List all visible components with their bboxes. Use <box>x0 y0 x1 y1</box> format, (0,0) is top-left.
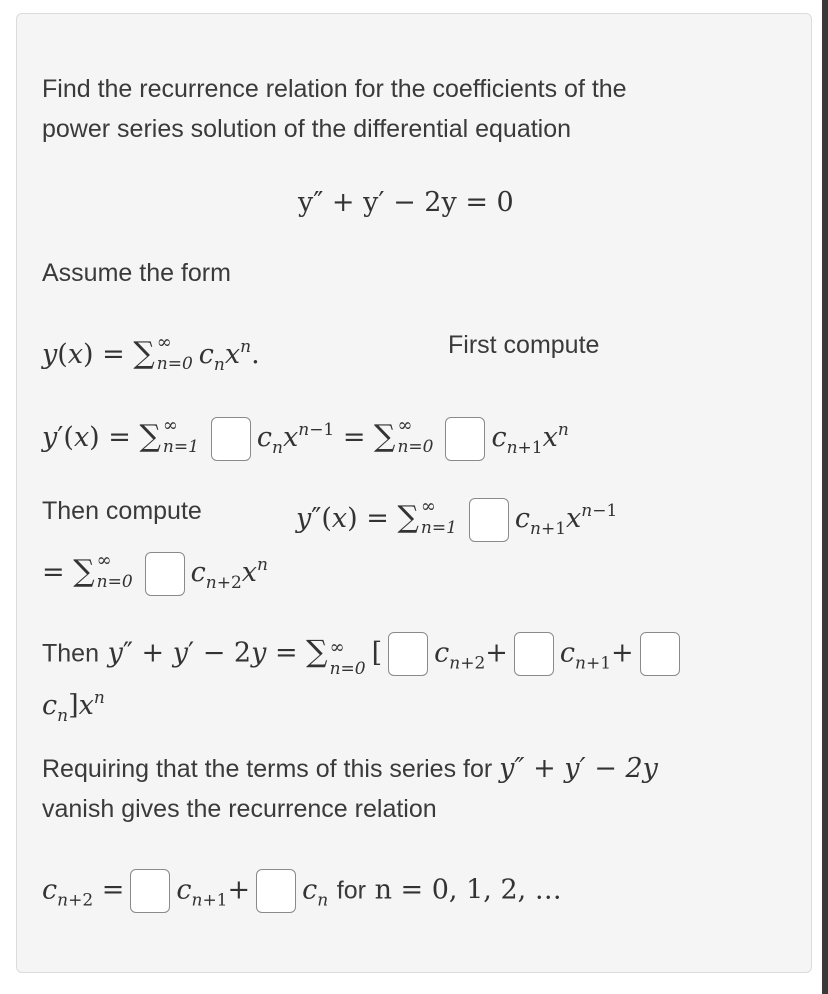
differential-equation: y″ + y′ − 2y = 0 <box>298 187 514 218</box>
first-compute-label: First compute <box>448 331 600 359</box>
assumed-form: y(x) = ∑ ∞ n=0 $c_nx^n$. <box>42 332 260 375</box>
assume-label: Assume the form <box>42 259 231 287</box>
requiring-line-2: vanish gives the recurrence relation <box>42 795 437 823</box>
yprime-box-2[interactable] <box>445 417 485 461</box>
combined-series: Then y″ + y′ − 2y = ∑ ∞ n=0 [ $c_{n+2}+ c_{n+1}+$ <box>42 632 686 684</box>
ydoubleprime-box-2[interactable] <box>145 552 185 596</box>
intro-line-1: Find the recurrence relation for the coefficients of the <box>42 75 627 103</box>
combined-box-1[interactable] <box>388 632 428 676</box>
then-compute-label: Then compute <box>42 497 202 525</box>
yprime-box-1[interactable] <box>211 417 251 461</box>
window-edge <box>822 0 828 994</box>
recurrence-box-2[interactable] <box>256 869 296 913</box>
combined-box-3[interactable] <box>640 632 680 676</box>
second-derivative-shifted: = ∑ ∞ n=0 $c_{n+2}x^n$ <box>42 545 268 603</box>
ydoubleprime-box-1[interactable] <box>469 498 509 542</box>
combined-box-2[interactable] <box>514 632 554 676</box>
intro-line-2: power series solution of the differential equation <box>42 115 572 143</box>
recurrence-relation: $c_{n+2} = c_{n+1}+ c_n$ for n = 0, 1, 2, … <box>42 869 562 921</box>
requiring-line-1: Requiring that the terms of this series for y″ + y′ − 2y <box>42 753 658 784</box>
first-derivative: y′(x) = ∑ ∞ n=1 $c_nx^{n-1}$ = ∑ ∞ n=0 $c_{n+1}x^n$ <box>42 410 569 468</box>
recurrence-box-1[interactable] <box>130 869 170 913</box>
combined-series-tail: $c_n]x^n$ <box>42 688 105 726</box>
second-derivative: y″(x) = ∑ ∞ n=1 $c_{n+1}x^{n-1}$ <box>296 491 617 549</box>
